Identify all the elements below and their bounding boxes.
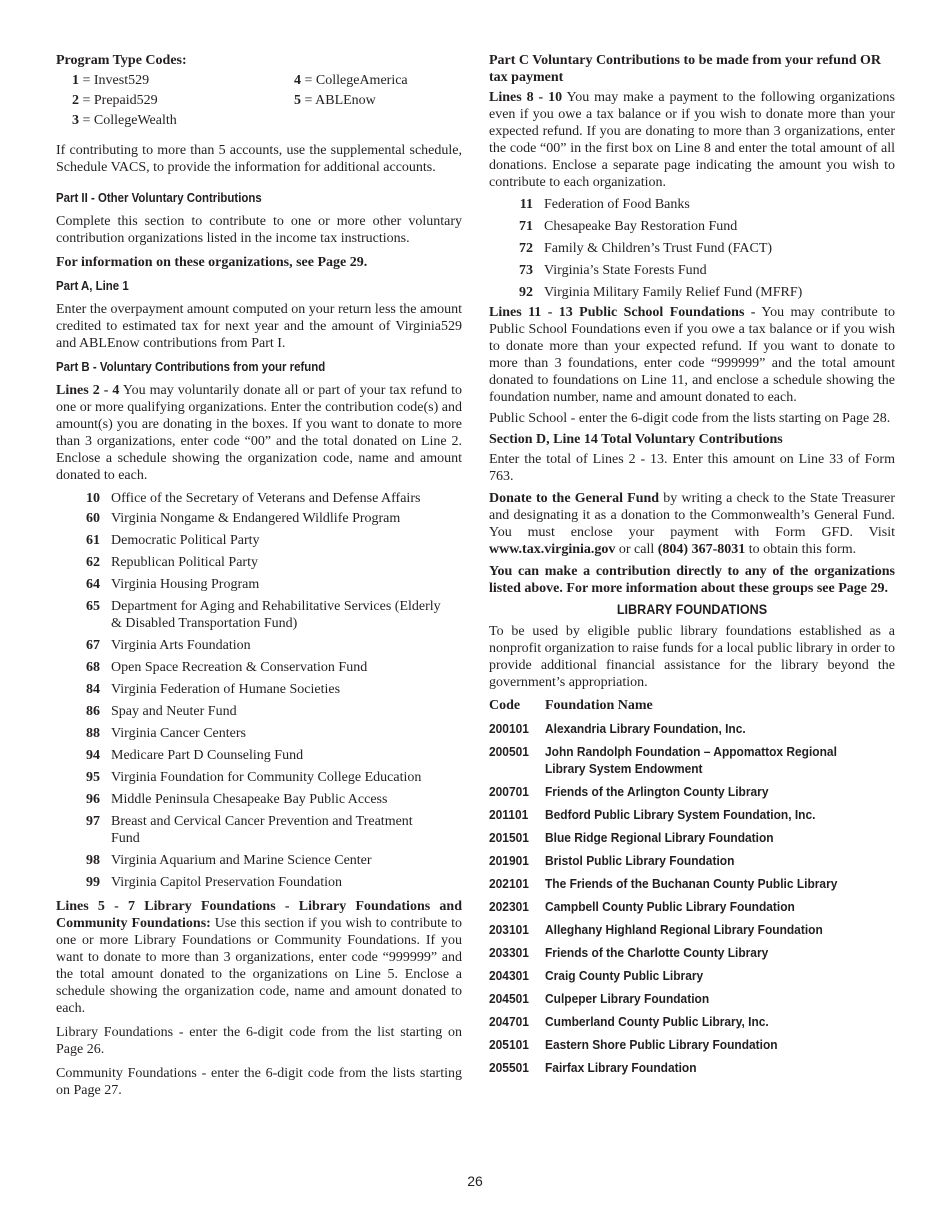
- table-row-code: 202101: [489, 876, 529, 891]
- public-school-paragraph: Public School - enter the 6-digit code from the lists starting on Page 28.: [489, 411, 891, 426]
- list-item: 64 Virginia Housing Program: [86, 577, 260, 592]
- table-row-code: 200101: [489, 721, 529, 736]
- table-row-code: 204301: [489, 968, 529, 983]
- list-item: 97 Breast and Cervical Cancer Prevention and Treatment Fund: [86, 814, 413, 846]
- table-row-name: Bristol Public Library Foundation: [545, 853, 735, 868]
- table-row-code: 200701: [489, 784, 529, 799]
- community-foundations-paragraph: Community Foundations - enter the 6-digit code from the lists starting on Page 27.: [56, 1066, 462, 1098]
- right-column: [489, 52, 895, 1076]
- table-row-name: Craig County Public Library: [545, 968, 704, 983]
- list-item: 95 Virginia Foundation for Community College Education: [86, 770, 422, 785]
- supplemental-paragraph: If contributing to more than 5 accounts, use the supplemental schedule, Schedule VACS, to provide the information for additional accounts.: [56, 143, 462, 175]
- lines-5-7-paragraph: Lines 5 - 7 Library Foundations - Library Foundations and Community Foundations: Use this section if you wish to contribute to one or more Library Foundations or Community Foundations. If you want to donate to more than 3 organizations, enter code “999999” and the total amount donated to the organizations on Line 5. Enclose a schedule showing the organization code, name and amount donated to each.: [56, 899, 462, 1016]
- table-row-name: Alexandria Library Foundation, Inc.: [545, 721, 746, 736]
- lines-8-10-paragraph: Lines 8 - 10 You may make a payment to the following organizations even if you owe a tax balance or if you wish to donate more than your expected refund. If you are donating to more than 3 organizations, enter the code “00” in the first box on Line 8 and enter the total amount of all donations. Enclose a separate page indicating the amount you wish to contribute to each organization.: [489, 90, 895, 190]
- list-item: 60 Virginia Nongame & Endangered Wildlife Program: [86, 511, 401, 526]
- sectionD-heading: Section D, Line 14 Total Voluntary Contributions: [489, 432, 783, 447]
- part2-heading: Part II - Other Voluntary Contributions: [56, 190, 262, 205]
- table-row-code: 204501: [489, 991, 529, 1006]
- payment-org-list: [489, 196, 895, 301]
- program-code-item: 3 = CollegeWealth: [72, 113, 177, 128]
- direct-contribution-paragraph: You can make a contribution directly to any of the organizations listed above. For more information about these groups see Page 29.: [489, 564, 895, 596]
- library-foundations-heading: LIBRARY FOUNDATIONS: [616, 601, 768, 617]
- table-row-name: Blue Ridge Regional Library Foundation: [545, 830, 774, 845]
- table-row-name: Fairfax Library Foundation: [545, 1060, 697, 1075]
- table-row-code: 205501: [489, 1060, 529, 1075]
- table-row-name: Friends of the Arlington County Library: [545, 784, 769, 799]
- table-row-code: 203101: [489, 922, 529, 937]
- table-row-name: Alleghany Highland Regional Library Foundation: [545, 922, 823, 937]
- table-row-name: Eastern Shore Public Library Foundation: [545, 1037, 778, 1052]
- partA-paragraph: Enter the overpayment amount computed on your return less the amount credited to estimated tax for next year and the amount of Virginia529 and ABLEnow contributions from Part I.: [56, 302, 462, 351]
- table-row-code: 202301: [489, 899, 529, 914]
- program-code-item: 1 = Invest529: [72, 73, 150, 88]
- table-row-code: 205101: [489, 1037, 529, 1052]
- refund-org-list: [56, 490, 462, 891]
- column-header-code: Code: [489, 698, 521, 713]
- program-code-item: 5 = ABLEnow: [294, 93, 376, 108]
- partA-heading: Part A, Line 1: [56, 278, 129, 293]
- table-row-name: John Randolph Foundation – Appomattox Regional Library System Endowment: [545, 744, 837, 776]
- program-type-codes: [72, 72, 462, 129]
- table-row-code: 200501: [489, 744, 529, 759]
- list-item: 96 Middle Peninsula Chesapeake Bay Public Access: [86, 792, 388, 807]
- table-row-name: Culpeper Library Foundation: [545, 991, 710, 1006]
- list-item: 65 Department for Aging and Rehabilitative Services (Elderly & Disabled Transportation Fund): [86, 599, 441, 631]
- list-item: 94 Medicare Part D Counseling Fund: [86, 748, 304, 763]
- partC-heading: Part C Voluntary Contributions to be made from your refund OR tax payment: [489, 53, 882, 85]
- program-code-item: 4 = CollegeAmerica: [294, 73, 408, 88]
- left-column: [56, 52, 462, 1099]
- list-item: 92 Virginia Military Family Relief Fund (MFRF): [519, 285, 803, 300]
- list-item: 10 Office of the Secretary of Veterans and Defense Affairs: [86, 491, 421, 506]
- list-item: 11 Federation of Food Banks: [519, 197, 690, 212]
- table-row-name: Friends of the Charlotte County Library: [545, 945, 769, 960]
- table-row-code: 201901: [489, 853, 529, 868]
- list-item: 84 Virginia Federation of Humane Societies: [86, 682, 341, 697]
- sectionD-paragraph: Enter the total of Lines 2 - 13. Enter this amount on Line 33 of Form 763.: [489, 452, 895, 484]
- list-item: 62 Republican Political Party: [86, 555, 258, 570]
- library-intro-paragraph: To be used by eligible public library foundations established as a nonprofit organization to raise funds for a local public library in order to provide additional financial assistance for the library beyond the government’s appropriation.: [489, 624, 895, 690]
- column-header-name: Foundation Name: [545, 698, 653, 713]
- list-item: 67 Virginia Arts Foundation: [86, 638, 251, 653]
- table-row-code: 201501: [489, 830, 529, 845]
- website-link[interactable]: www.tax.virginia.gov: [489, 542, 616, 557]
- partB-heading: Part B - Voluntary Contributions from your refund: [56, 359, 326, 374]
- foundations-table: [489, 697, 895, 1076]
- list-item: 73 Virginia’s State Forests Fund: [519, 263, 707, 278]
- phone-number: (804) 367-8031: [657, 542, 746, 557]
- list-item: 99 Virginia Capitol Preservation Foundation: [86, 875, 343, 890]
- list-item: 86 Spay and Neuter Fund: [86, 704, 237, 719]
- lines-11-13-paragraph: Lines 11 - 13 Public School Foundations - You may contribute to Public School Foundations even if you owe a tax balance or if you wish to donate more than your expected refund. If you want to donate to more than 3 foundations, enter code “999999” and the total amount donated to foundations on Line 11, and enclose a schedule showing the foundation number, name and amount donated to each.: [489, 305, 895, 405]
- list-item: 68 Open Space Recreation & Conservation Fund: [86, 660, 368, 675]
- table-row-name: Bedford Public Library System Foundation, Inc.: [545, 807, 816, 822]
- table-row-name: Campbell County Public Library Foundation: [545, 899, 795, 914]
- page-number: 26: [467, 1173, 483, 1189]
- program-type-title: Program Type Codes:: [56, 53, 187, 68]
- list-item: 98 Virginia Aquarium and Marine Science Center: [86, 853, 372, 868]
- donate-general-fund-paragraph: Donate to the General Fund by writing a check to the State Treasurer and designating it as a donation to the Commonwealth’s General Fund. You must enclose your payment with Form GFD. Visit www.tax.virginia.gov or call (804) 367-8031 to obtain this form.: [489, 491, 895, 557]
- table-row-name: Cumberland County Public Library, Inc.: [545, 1014, 769, 1029]
- list-item: 88 Virginia Cancer Centers: [86, 726, 246, 741]
- table-row-code: 204701: [489, 1014, 529, 1029]
- list-item: 61 Democratic Political Party: [86, 533, 260, 548]
- lines-2-4-paragraph: Lines 2 - 4 You may voluntarily donate all or part of your tax refund to one or more qualifying organizations. Enter the contribution code(s) and amount(s) you are donating in the boxes. If you want to donate to more than 3 organizations, enter code “00” and the total donated on Line 2. Enclose a schedule showing the organization code, name and amount donated to each.: [56, 383, 462, 483]
- program-code-item: 2 = Prepaid529: [72, 93, 158, 108]
- table-row-name: The Friends of the Buchanan County Public Library: [545, 876, 838, 891]
- list-item: 72 Family & Children’s Trust Fund (FACT): [519, 241, 773, 256]
- library-foundations-paragraph: Library Foundations - enter the 6-digit code from the list starting on Page 26.: [56, 1025, 462, 1057]
- info-line: For information on these organizations, see Page 29.: [56, 255, 368, 270]
- part2-paragraph: Complete this section to contribute to one or more other voluntary contribution organizations listed in the income tax instructions.: [56, 214, 462, 246]
- list-item: 71 Chesapeake Bay Restoration Fund: [519, 219, 738, 234]
- table-row-code: 201101: [489, 807, 529, 822]
- table-row-code: 203301: [489, 945, 529, 960]
